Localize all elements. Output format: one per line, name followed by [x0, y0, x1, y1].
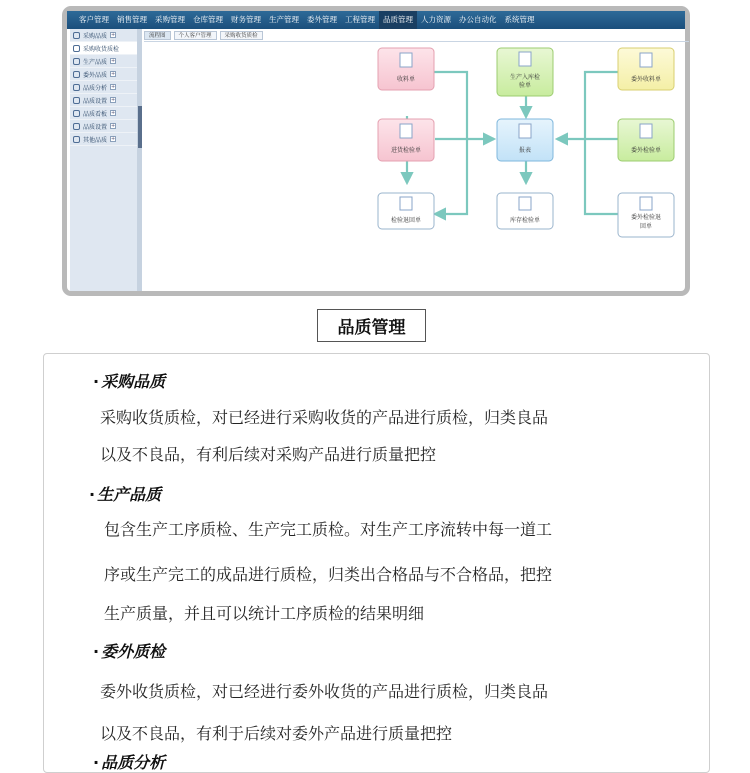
sidebar-item-quality-analysis[interactable]: 品质分析 + [70, 81, 137, 94]
node-incoming-inspection[interactable] [378, 119, 434, 161]
section-title-purchase: · 采购品质 [93, 372, 166, 391]
section-text-line: 生产质量，并且可以统计工序质检的结果明细 [104, 604, 425, 623]
expand-icon[interactable]: + [111, 71, 116, 77]
document-icon [519, 52, 531, 66]
section-title-analysis: · 品质分析 [93, 753, 166, 772]
expand-icon[interactable]: + [111, 136, 116, 142]
svg-text:报表: 报表 [518, 147, 532, 154]
svg-text:进货检验单: 进货检验单 [390, 147, 422, 154]
description-card [43, 353, 710, 773]
svg-text:验单: 验单 [518, 82, 532, 89]
node-inspection-return[interactable] [378, 193, 434, 229]
section-title-production: · 生产品质 [89, 485, 162, 504]
sidebar-item-quality-settings[interactable]: 品质设置 + [70, 94, 137, 107]
menu-outsource[interactable]: 委外管理 [307, 15, 337, 24]
document-icon [640, 197, 652, 210]
sidebar-item-purchase-quality[interactable]: 采购品质 + [70, 29, 137, 42]
sidebar-item-outsource-quality[interactable]: 委外品质 + [70, 68, 137, 81]
menu-production[interactable]: 生产管理 [269, 15, 299, 24]
section-text-line: 以及不良品，有利于后续对委外产品进行质量把控 [100, 724, 453, 743]
page-title: 品质管理 [317, 309, 426, 342]
node-receive[interactable] [378, 48, 434, 90]
node-outsource-receive[interactable] [618, 48, 674, 90]
node-report[interactable] [497, 119, 553, 161]
document-icon [519, 197, 531, 210]
svg-text:收料单: 收料单 [396, 76, 416, 83]
sidebar-item-quality-board[interactable]: 品质看板 + [70, 107, 137, 120]
expand-icon[interactable]: + [111, 84, 116, 90]
expand-icon[interactable]: + [111, 58, 116, 64]
sidebar-item-other-quality[interactable]: 其他品质 + [70, 133, 137, 146]
section-text-line: 以及不良品，有利后续对采购产品进行质量把控 [100, 445, 437, 464]
node-outsource-return[interactable] [618, 193, 674, 237]
document-icon [640, 124, 652, 138]
svg-text:委外检验退: 委外检验退 [630, 214, 662, 221]
document-icon [640, 53, 652, 67]
sidebar-item-production-quality[interactable]: 生产品质 + [70, 55, 137, 68]
menu-customer[interactable]: 客户管理 [79, 15, 109, 24]
app-screenshot-frame [62, 6, 690, 296]
expand-icon[interactable]: + [111, 32, 116, 38]
section-text-line: 序或生产完工的成品进行质检，归类出合格品与不合格品，把控 [104, 565, 553, 584]
svg-text:检验退回单: 检验退回单 [390, 217, 422, 224]
menu-office[interactable]: 办公自动化 [459, 15, 497, 24]
section-text-line: 包含生产工序质检、生产完工质检。对生产工序流转中每一道工 [104, 520, 553, 539]
quality-flowchart [67, 11, 685, 291]
menu-warehouse[interactable]: 仓库管理 [193, 15, 223, 24]
section-text-line: 委外收货质检，对已经进行委外收货的产品进行质检，归类良品 [100, 682, 549, 701]
menu-quality[interactable]: 品质管理 [379, 11, 417, 29]
svg-text:委外收料单: 委外收料单 [630, 76, 662, 83]
expand-icon[interactable]: + [111, 97, 116, 103]
sidebar-item-quality-settings-2[interactable]: 品质设置 + [70, 120, 137, 133]
tab-purchase-inspection[interactable]: 采购收货质检 [220, 31, 263, 40]
expand-icon[interactable]: + [111, 110, 116, 116]
tab-flowchart[interactable]: 流程图 [144, 31, 171, 40]
menu-engineering[interactable]: 工程管理 [345, 15, 375, 24]
svg-text:生产入库检: 生产入库检 [509, 74, 541, 81]
svg-text:回单: 回单 [639, 223, 653, 230]
menu-purchase[interactable]: 采购管理 [155, 15, 185, 24]
section-text-line: 采购收货质检，对已经进行采购收货的产品进行质检，归类良品 [100, 408, 549, 427]
menu-hr[interactable]: 人力资源 [421, 15, 451, 24]
section-title-outsource: · 委外质检 [93, 642, 166, 661]
node-outsource-inspection[interactable] [618, 119, 674, 161]
document-icon [400, 197, 412, 210]
menu-sales[interactable]: 销售管理 [117, 15, 147, 24]
document-icon [400, 53, 412, 67]
svg-text:委外检验单: 委外检验单 [630, 147, 662, 154]
document-icon [519, 124, 531, 138]
menu-finance[interactable]: 财务管理 [231, 15, 261, 24]
node-inventory-inspection[interactable] [497, 193, 553, 229]
expand-icon[interactable]: + [111, 123, 116, 129]
menu-system[interactable]: 系统管理 [504, 15, 535, 24]
tab-personal-customer[interactable]: 个人客户管理 [174, 31, 217, 40]
sidebar-item-purchase-inspection[interactable]: 采购收货质检 [70, 42, 137, 55]
document-icon [400, 124, 412, 138]
svg-text:库存检验单: 库存检验单 [509, 217, 541, 224]
node-production-inbound[interactable] [497, 48, 553, 96]
